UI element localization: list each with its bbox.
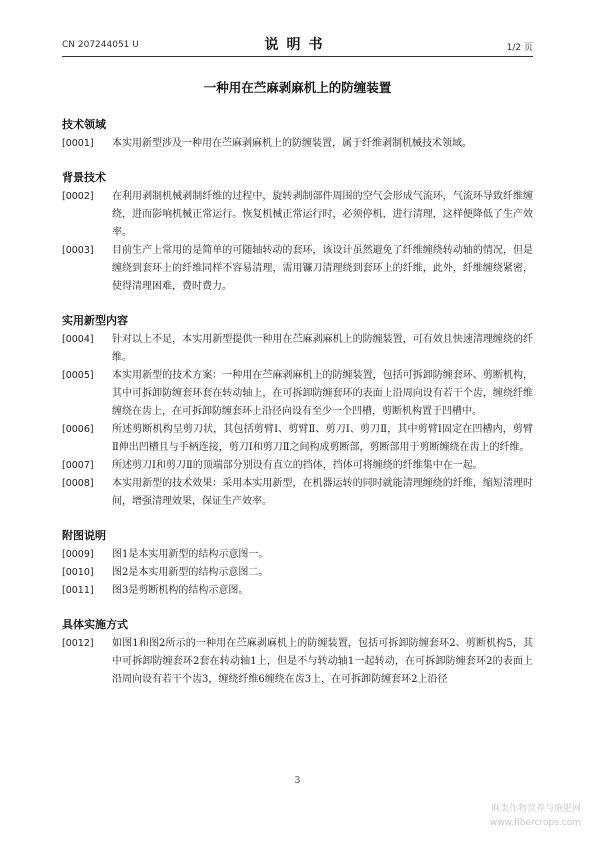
paragraph-number: [0003] [62, 245, 94, 256]
paragraph-text: 目前生产上常用的是简单的可随轴转动的套环，该设计虽然避免了纤维缠绕转动轴的情况，但是缠绕到套环上的纤维同样不容易清理，需用镰刀清理绕到套环上的纤维，此外，纤维缠绕紧密，使得清理困难，费时费力。 [112, 245, 533, 292]
paragraph [62, 564, 533, 582]
section [62, 527, 533, 600]
section-heading: 背景技术 [62, 171, 106, 184]
paragraph [62, 242, 533, 296]
paragraph-number: [0007] [62, 460, 94, 471]
section [62, 312, 533, 511]
watermark-line1: 麻类作物营养与施肥网 [490, 804, 581, 814]
section-heading: 技术领域 [62, 118, 106, 131]
paragraph [62, 135, 533, 153]
page-indicator: 1/2 页 [506, 43, 533, 53]
paragraph-number: [0004] [62, 334, 94, 345]
paragraph-text: 在利用剥制机械剥制纤维的过程中，旋转剥制部件周围的空气会形成气流环，气流环导致纤维缠绕，进而影响机械正常运行。恢复机械正常运行时，必须停机，进行清理，这样便降低了生产效率。 [112, 191, 533, 238]
paragraph [62, 421, 533, 457]
paragraph-number: [0006] [62, 424, 94, 435]
section-heading: 附图说明 [62, 529, 106, 542]
paragraph-number: [0009] [62, 549, 94, 560]
document-type-title: 说明书 [264, 37, 331, 53]
paragraph-text: 所述剪断机构呈剪刀状，其包括剪臂Ⅰ、剪臂Ⅱ、剪刀Ⅰ、剪刀Ⅱ，其中剪臂Ⅰ固定在凹槽内，剪臂Ⅱ伸出凹槽且与手柄连接，剪刀Ⅰ和剪刀Ⅱ之间构成剪断部，剪断部用于剪断缠绕在齿上的纤维。 [112, 424, 533, 453]
paragraph-text: 图2是本实用新型的结构示意图二。 [112, 567, 269, 578]
paragraph-text: 所述剪刀Ⅰ和剪刀Ⅱ的顶端部分别设有直立的挡体，挡体可将缠绕的纤维集中在一起。 [112, 460, 483, 471]
paragraph-number: [0001] [62, 138, 94, 149]
paragraph [62, 367, 533, 421]
paragraph [62, 457, 533, 475]
section [62, 116, 533, 153]
paragraph [62, 582, 533, 600]
paragraph-text: 针对以上不足，本实用新型提供一种用在苎麻剥麻机上的防缠装置，可有效且快速清理缠绕的纤维。 [112, 334, 533, 363]
document-title: 一种用在苎麻剥麻机上的防缠装置 [203, 80, 392, 95]
page-number: 3 [294, 776, 301, 786]
paragraph [62, 475, 533, 511]
section [62, 616, 533, 689]
paragraph-number: [0005] [62, 370, 94, 381]
section-heading: 实用新型内容 [62, 314, 128, 327]
paragraph-text: 本实用新型的技术效果：采用本实用新型，在机器运转的同时就能清理缠绕的纤维，缩短清理时间，增强清理效果，保证生产效率。 [112, 478, 533, 507]
paragraph-number: [0010] [62, 567, 94, 578]
paragraph-text: 本实用新型的技术方案：一种用在苎麻剥麻机上的防缠装置，包括可拆卸防缠套环、剪断机构，其中可拆卸防缠套环套在转动轴上，在可拆卸防缠套环的表面上沿周向设有若干个齿，缠绕纤维缠绕在齿上，在可拆卸防缠套环上沿径向设有至少一个凹槽，剪断机构置于凹槽中。 [112, 370, 533, 417]
paragraph-number: [0008] [62, 478, 94, 489]
watermark-line2: www.fibercrops.com [490, 818, 581, 828]
document-body [62, 78, 533, 705]
watermark [490, 802, 581, 830]
section [62, 169, 533, 296]
patent-number: CN 207244051 U [62, 40, 139, 50]
paragraph-number: [0002] [62, 191, 94, 202]
paragraph [62, 188, 533, 242]
paragraph-text: 图1是本实用新型的结构示意图一。 [112, 549, 269, 560]
paragraph [62, 331, 533, 367]
sections-container [62, 116, 533, 689]
paragraph [62, 635, 533, 689]
paragraph-number: [0011] [62, 585, 94, 596]
paragraph [62, 546, 533, 564]
paragraph-text: 如图1和图2所示的一种用在苎麻剥麻机上的防缠装置，包括可拆卸防缠套环2、剪断机构5，其中可拆卸防缠套环2套在转动轴1上，但是不与转动轴1一起转动，在可拆卸防缠套环2的表面上沿周向设有若干个齿3，缠绕纤维6缠绕在齿3上，在可拆卸防缠套环2上沿径 [112, 638, 533, 685]
section-heading: 具体实施方式 [62, 618, 128, 631]
paragraph-text: 图3是剪断机构的结构示意图。 [112, 585, 249, 596]
paragraph-number: [0012] [62, 638, 94, 649]
paragraph-text: 本实用新型涉及一种用在苎麻剥麻机上的防缠装置，属于纤维剥制机械技术领域。 [112, 138, 472, 149]
page-header [62, 34, 533, 57]
